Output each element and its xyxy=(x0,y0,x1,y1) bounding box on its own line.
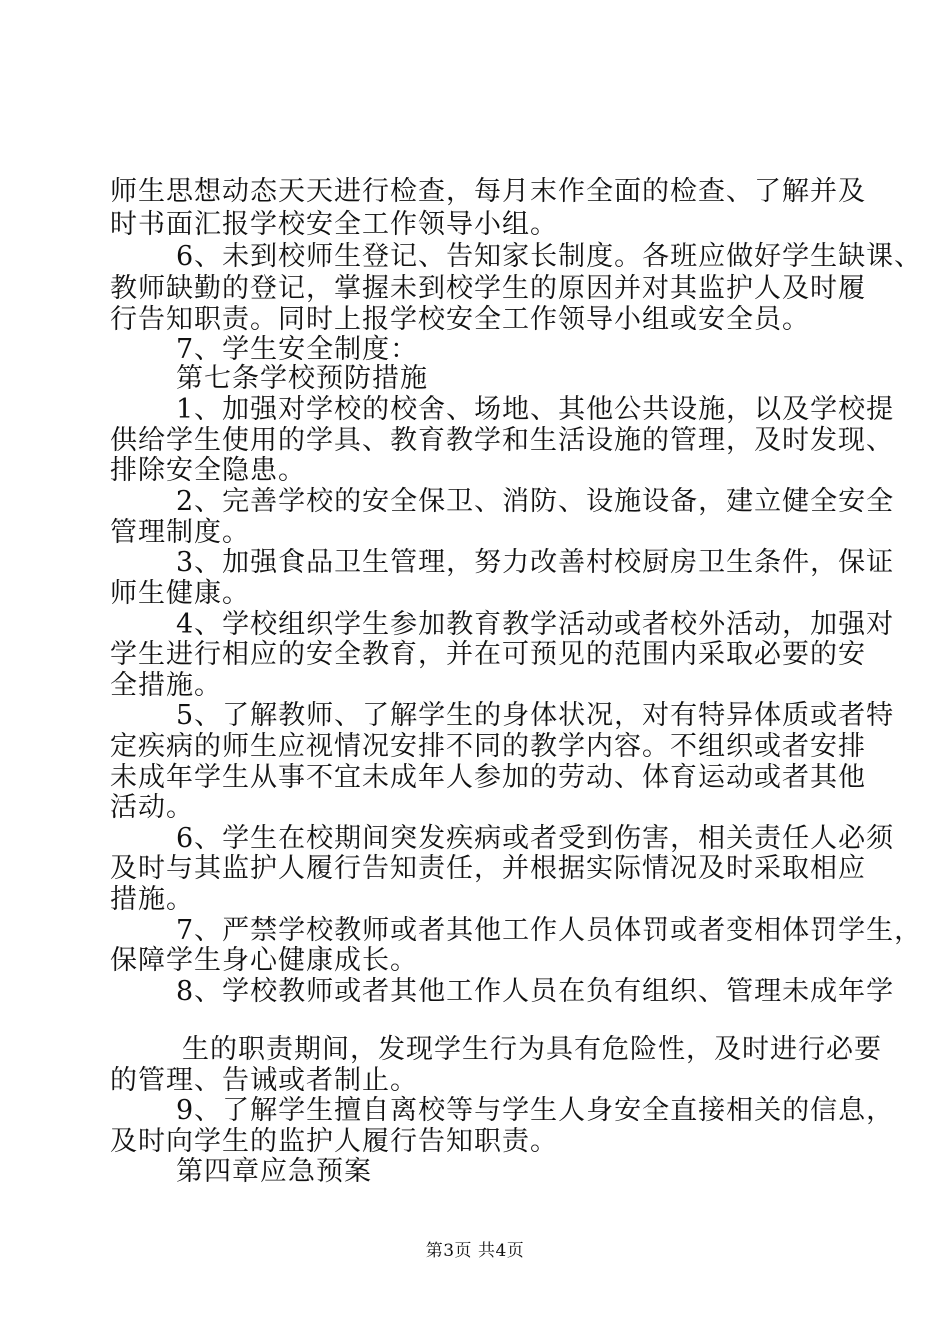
section-heading: 第四章应急预案 xyxy=(176,1156,372,1187)
text-line: 全措施。 xyxy=(110,670,222,701)
text-line: 5、了解教师、了解学生的身体状况，对有特异体质或者特 xyxy=(176,700,895,731)
text-line: 7、学生安全制度： xyxy=(176,334,419,365)
text-line: 的管理、告诫或者制止。 xyxy=(110,1065,418,1096)
text-line: 1、加强对学校的校舍、场地、其他公共设施，以及学校提 xyxy=(176,394,895,425)
text-line: 管理制度。 xyxy=(110,517,250,548)
text-line: 时书面汇报学校安全工作领导小组。 xyxy=(110,209,558,240)
text-line: 2、完善学校的安全保卫、消防、设施设备，建立健全安全 xyxy=(176,486,895,517)
text-line: 7、严禁学校教师或者其他工作人员体罚或者变相体罚学生， xyxy=(176,915,923,946)
text-line: 师生思想动态天天进行检查，每月末作全面的检查、了解并及 xyxy=(110,176,866,207)
text-line: 排除安全隐患。 xyxy=(110,455,306,486)
text-line: 及时与其监护人履行告知责任，并根据实际情况及时采取相应 xyxy=(110,853,866,884)
text-line: 9、了解学生擅自离校等与学生人身安全直接相关的信息， xyxy=(176,1095,895,1126)
text-line: 师生健康。 xyxy=(110,578,250,609)
page-number-footer: 第3页 共4页 xyxy=(425,1241,525,1261)
text-line: 教师缺勤的登记，掌握未到校学生的原因并对其监护人及时履 xyxy=(110,273,866,304)
text-line: 活动。 xyxy=(110,792,194,823)
text-line: 保障学生身心健康成长。 xyxy=(110,945,418,976)
text-line: 生的职责期间，发现学生行为具有危险性，及时进行必要 xyxy=(182,1034,882,1065)
text-line: 供给学生使用的学具、教育教学和生活设施的管理，及时发现、 xyxy=(110,425,894,456)
text-line: 6、学生在校期间突发疾病或者受到伤害，相关责任人必须 xyxy=(176,823,895,854)
text-line: 学生进行相应的安全教育，并在可预见的范围内采取必要的安 xyxy=(110,639,866,670)
text-line: 4、学校组织学生参加教育教学活动或者校外活动，加强对 xyxy=(176,609,895,640)
text-line: 及时向学生的监护人履行告知职责。 xyxy=(110,1126,558,1157)
text-line: 定疾病的师生应视情况安排不同的教学内容。不组织或者安排 xyxy=(110,731,866,762)
text-line: 8、学校教师或者其他工作人员在负有组织、管理未成年学 xyxy=(176,976,895,1007)
text-line: 3、加强食品卫生管理，努力改善村校厨房卫生条件，保证 xyxy=(176,547,895,578)
text-line: 未成年学生从事不宜未成年人参加的劳动、体育运动或者其他 xyxy=(110,762,866,793)
text-line: 措施。 xyxy=(110,884,194,915)
section-heading: 第七条学校预防措施 xyxy=(176,363,428,394)
text-line: 行告知职责。同时上报学校安全工作领导小组或安全员。 xyxy=(110,304,810,335)
text-line: 6、未到校师生登记、告知家长制度。各班应做好学生缺课、 xyxy=(176,241,923,272)
